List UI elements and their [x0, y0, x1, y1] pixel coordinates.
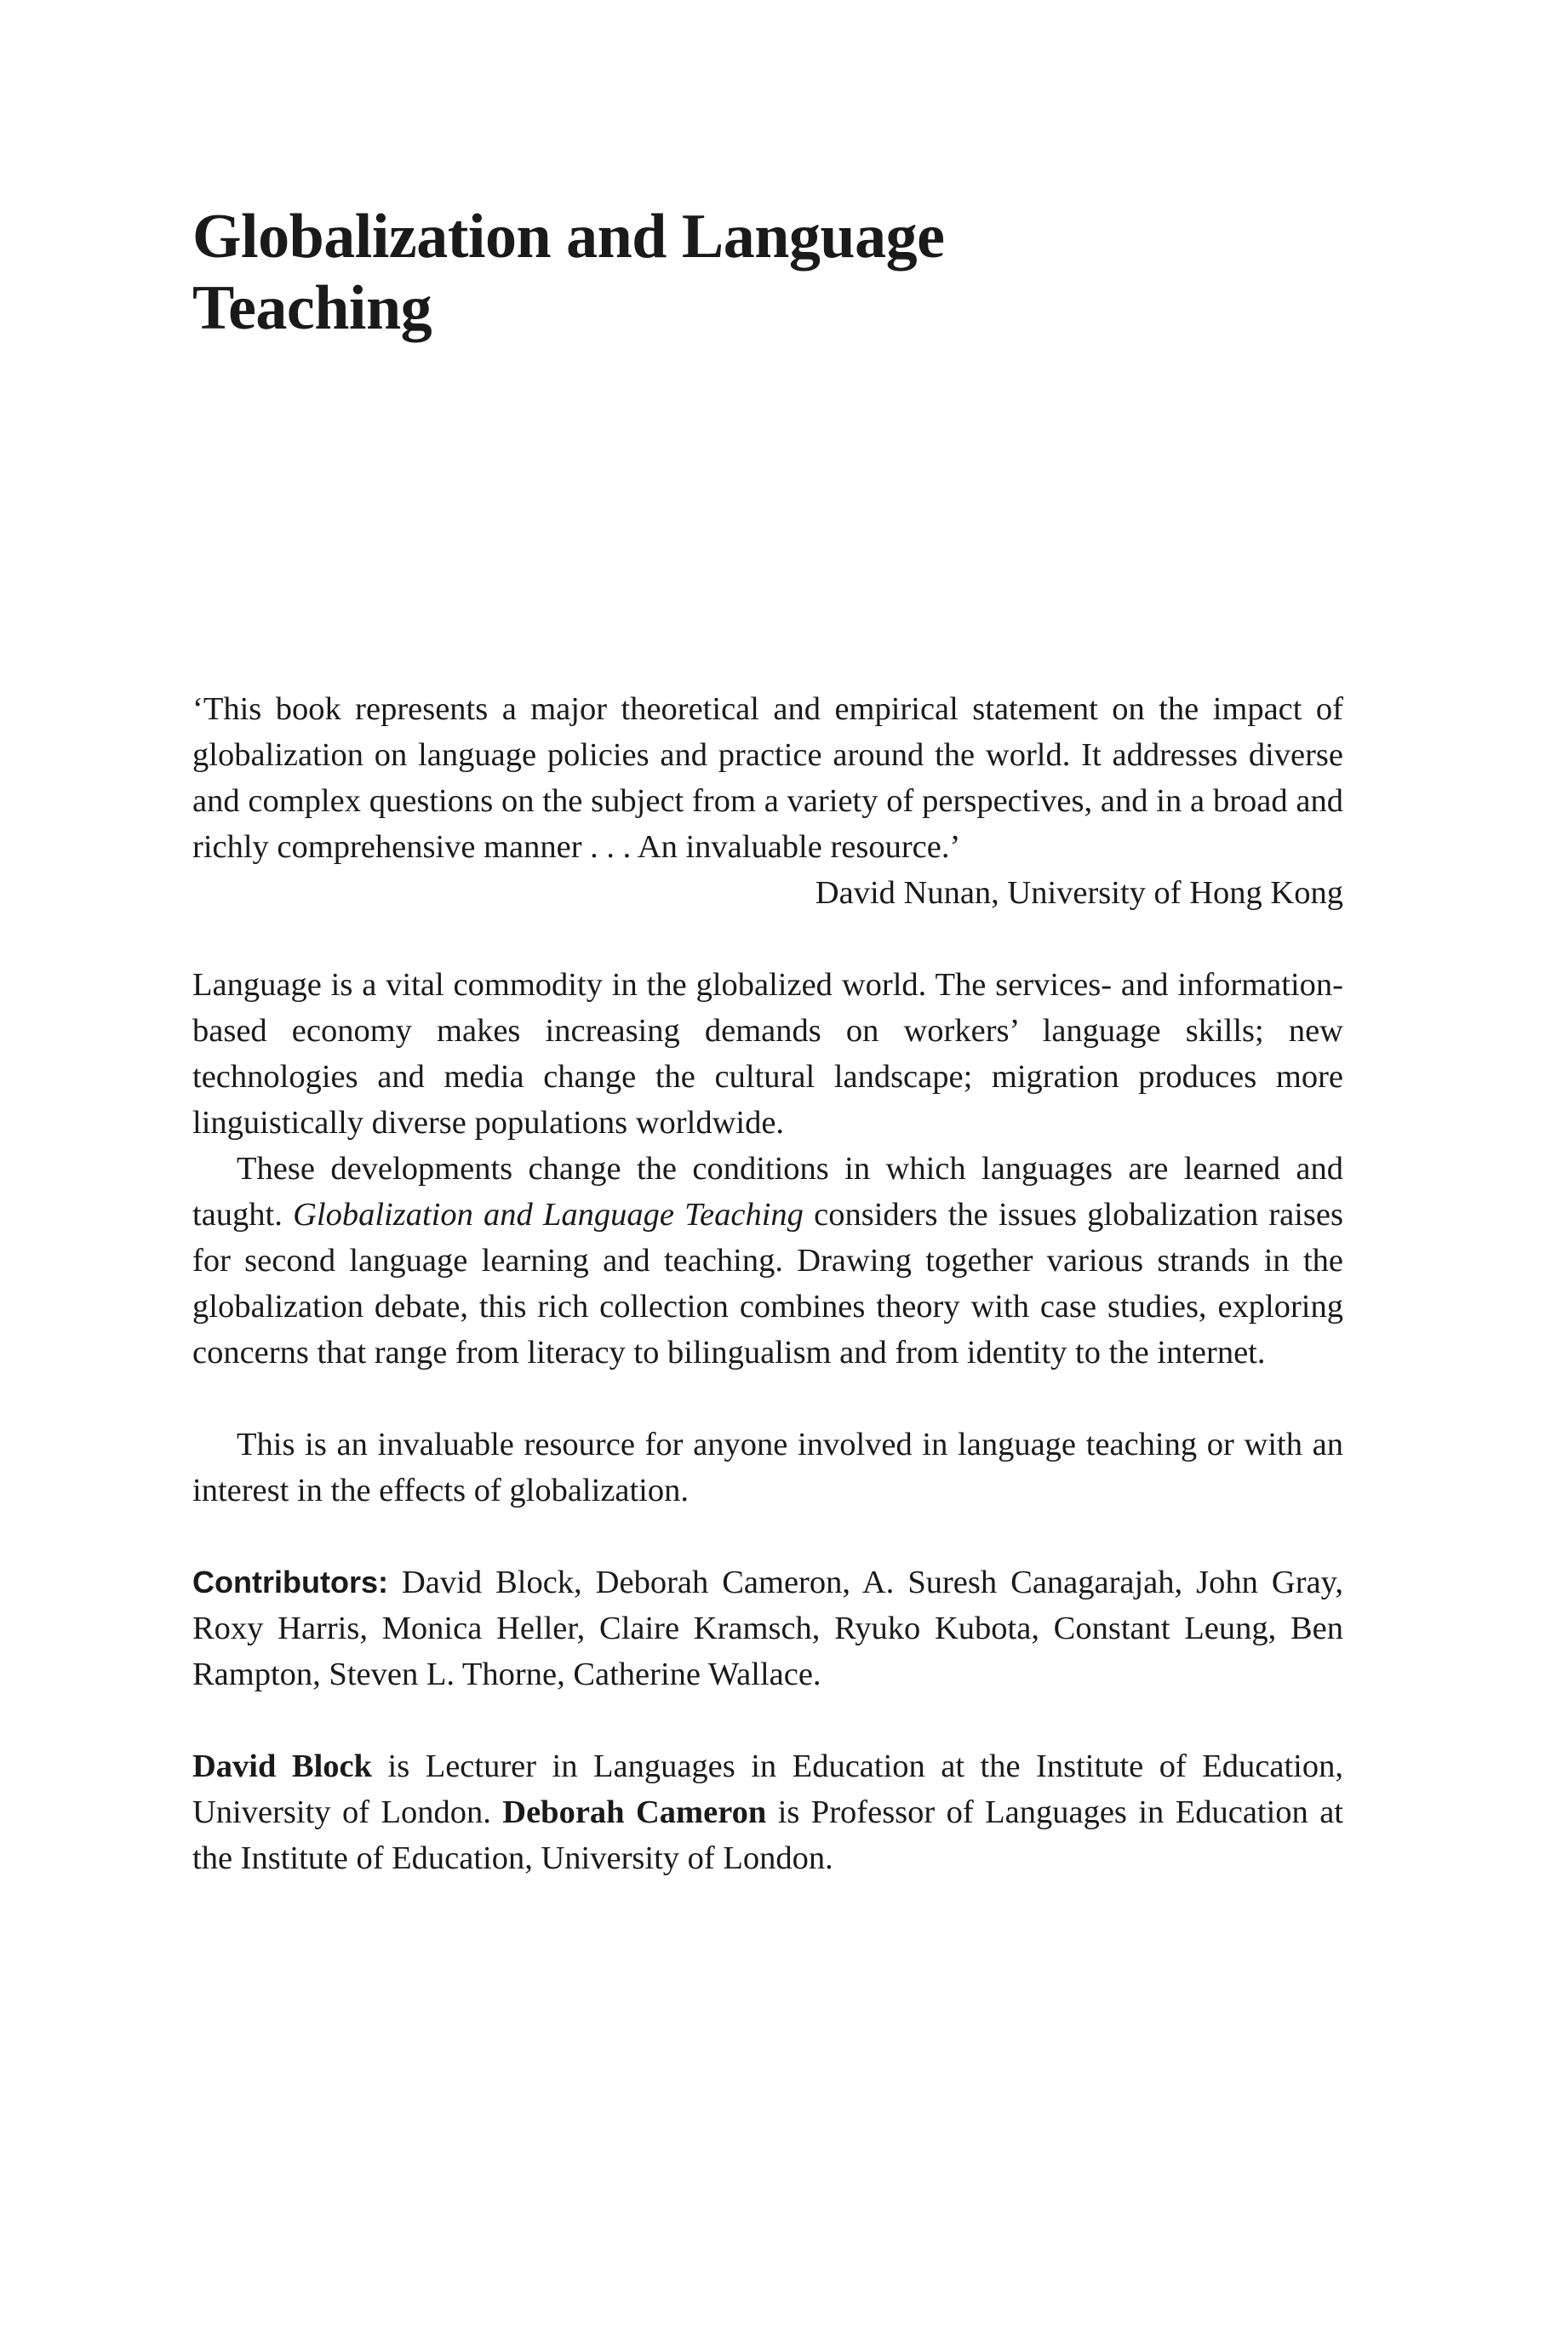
book-title	[192, 201, 1214, 344]
book-title-line-1: Globalization and Language	[192, 202, 945, 272]
editor-name-2: Deborah Cameron	[502, 1794, 767, 1830]
editors-paragraph	[192, 1743, 1343, 1881]
description-paragraph-3: This is an invaluable resource for anyone involved in language teaching or with an interest in the effects of globalization.	[192, 1427, 1343, 1508]
contributors-label: Contributors:	[192, 1565, 388, 1599]
endorsement-quote: ‘This book represents a major theoretical and empirical statement on the impact of globalization on language policies and practice around the world. It addresses diverse and complex questions on the subject from a variety of perspectives, and in a broad and richly comprehensive manner . . . An invaluable resource.’	[192, 691, 1343, 865]
description-paragraph-1: Language is a vital commodity in the globalized world. The services- and information-based economy makes increasing demands on workers’ language skills; new technologies and media change the cultural landscape; migration produces more linguistically diverse populations worldwide.	[192, 967, 1343, 1141]
contributors-paragraph	[192, 1559, 1343, 1697]
description-p2-rest: considers the issues globalization raises for second language learning and teaching. Drawing together various strands in the globalization debate, this rich collection combines theory with case studies, exploring concerns that range from literacy to bilingualism and from identity to the internet.	[192, 1197, 1343, 1371]
description-p2-lead: These developments change the conditions in which languages are learned and taught.	[192, 1151, 1343, 1233]
book-title-line-2: Teaching	[192, 273, 432, 343]
editor-bio-1: is Lecturer in Languages in Education at the Institute of Education, University of London.	[192, 1748, 1343, 1830]
book-title-italic: Globalization and Language Teaching	[293, 1197, 804, 1233]
description-paragraph-2	[192, 1146, 1343, 1376]
editor-name-1: David Block	[192, 1748, 373, 1784]
endorsement-attribution: David Nunan, University of Hong Kong	[815, 875, 1343, 911]
contributors-names: David Block, Deborah Cameron, A. Suresh Canagarajah, John Gray, Roxy Harris, Monica Heller, Claire Kramsch, Ryuko Kubota, Constant Leung, Ben Rampton, Steven L. Thorne, Catherine Wallace.	[192, 1565, 1343, 1692]
editor-bio-2: is Professor of Languages in Education at the Institute of Education, University of London.	[192, 1794, 1344, 1876]
